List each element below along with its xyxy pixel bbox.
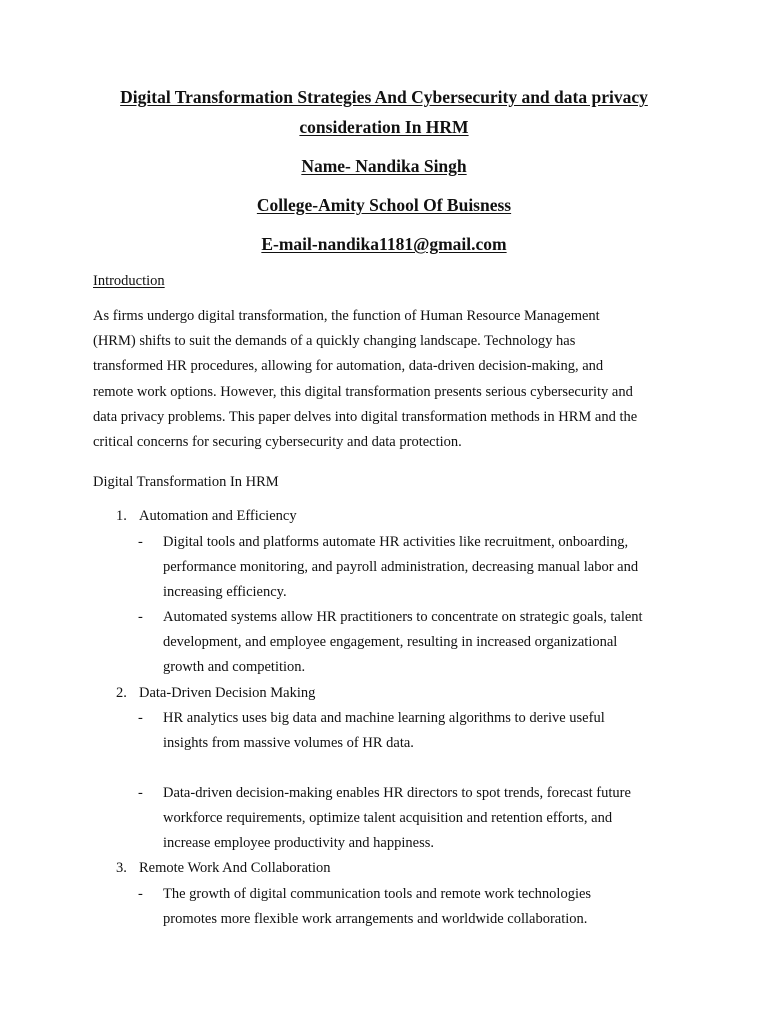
- dash-marker: -: [138, 710, 143, 726]
- list-item-automation: [116, 508, 297, 525]
- section-heading: Digital Transformation In HRM: [93, 474, 279, 490]
- bullet-text: [163, 530, 693, 606]
- paragraph-line: remote work options. However, this digital transformation presents serious cybersecurity and: [93, 383, 633, 400]
- paragraph-line: transformed HR procedures, allowing for automation, data-driven decision-making, and: [93, 358, 604, 375]
- list-label: Remote Work And Collaboration: [139, 860, 331, 876]
- bullet-line: Data-driven decision-making enables HR directors to spot trends, forecast future: [163, 785, 631, 801]
- bullet-line: increase employee productivity and happiness.: [163, 835, 434, 852]
- bullet-text: [163, 706, 693, 756]
- dash-marker: -: [138, 785, 143, 801]
- author-email: E-mail-nandika1181@gmail.com: [261, 234, 507, 254]
- list-number: 1.: [116, 508, 127, 524]
- paragraph-line: As firms undergo digital transformation, the function of Human Resource Management: [93, 308, 600, 324]
- list-number: 3.: [116, 860, 127, 876]
- dash-marker: -: [138, 534, 143, 550]
- bullet-line: Automated systems allow HR practitioners to concentrate on strategic goals, talent: [163, 609, 643, 625]
- list-item-remote-work: [116, 860, 330, 877]
- introduction-paragraph: [93, 304, 693, 455]
- document-title-line-2: consideration In HRM: [299, 117, 469, 137]
- bullet-text: [163, 605, 693, 681]
- paragraph-line: data privacy problems. This paper delves into digital transformation methods in HRM and the: [93, 408, 638, 425]
- author-name: Name- Nandika Singh: [301, 156, 467, 176]
- bullet-line: development, and employee engagement, resulting in increased organizational: [163, 634, 618, 651]
- bullet-line: The growth of digital communication tools and remote work technologies: [163, 886, 592, 902]
- paragraph-line: critical concerns for securing cybersecurity and data protection.: [93, 434, 462, 451]
- list-item-data-driven: [116, 685, 315, 702]
- bullet-line: growth and competition.: [163, 659, 306, 676]
- paragraph-line: (HRM) shifts to suit the demands of a quickly changing landscape. Technology has: [93, 333, 576, 350]
- dash-marker: -: [138, 886, 143, 902]
- list-number: 2.: [116, 685, 127, 701]
- bullet-line: workforce requirements, optimize talent acquisition and retention efforts, and: [163, 810, 613, 827]
- document-title-line-1: Digital Transformation Strategies And Cybersecurity and data privacy: [120, 87, 648, 107]
- list-label: Automation and Efficiency: [139, 508, 297, 524]
- bullet-line: Digital tools and platforms automate HR activities like recruitment, onboarding,: [163, 534, 629, 550]
- bullet-line: HR analytics uses big data and machine learning algorithms to derive useful: [163, 710, 605, 726]
- dash-marker: -: [138, 609, 143, 625]
- author-college: College-Amity School Of Buisness: [256, 195, 512, 215]
- bullet-text: [163, 882, 693, 932]
- bullet-text: [163, 781, 693, 857]
- bullet-line: increasing efficiency.: [163, 584, 287, 601]
- list-label: Data-Driven Decision Making: [139, 685, 316, 701]
- bullet-line: performance monitoring, and payroll administration, decreasing manual labor and: [163, 559, 639, 576]
- introduction-heading: Introduction: [93, 273, 165, 289]
- bullet-line: promotes more flexible work arrangements and worldwide collaboration.: [163, 911, 588, 928]
- bullet-line: insights from massive volumes of HR data.: [163, 735, 414, 752]
